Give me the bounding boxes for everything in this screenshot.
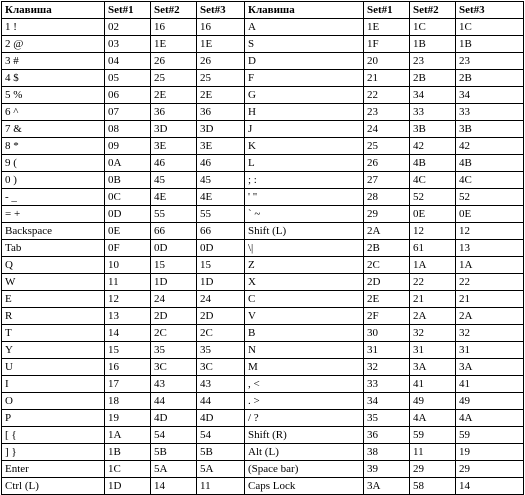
table-row (2, 274, 524, 291)
table-row (2, 376, 524, 393)
cell-set3-2: 34 (456, 87, 524, 104)
header-set3-2: Set#3 (456, 2, 524, 19)
cell-set2-2: 4A (410, 410, 456, 427)
cell-key-2: . > (245, 393, 364, 410)
cell-key-1: P (2, 410, 105, 427)
cell-key-2: G (245, 87, 364, 104)
cell-set1-2: 38 (364, 444, 410, 461)
cell-set1-2: 32 (364, 359, 410, 376)
cell-set2-2: 1C (410, 19, 456, 36)
cell-set1-2: 23 (364, 104, 410, 121)
cell-set2-1: 44 (151, 393, 197, 410)
cell-key-1: = + (2, 206, 105, 223)
cell-set1-1: 05 (105, 70, 151, 87)
cell-key-1: T (2, 325, 105, 342)
cell-set2-1: 14 (151, 478, 197, 495)
cell-key-1: [ { (2, 427, 105, 444)
cell-set2-2: 11 (410, 444, 456, 461)
cell-key-1: Y (2, 342, 105, 359)
cell-set3-1: 44 (197, 393, 245, 410)
header-set3-1: Set#3 (197, 2, 245, 19)
table-row (2, 19, 524, 36)
cell-key-1: Ctrl (L) (2, 478, 105, 495)
cell-set2-2: 42 (410, 138, 456, 155)
cell-set1-2: 2A (364, 223, 410, 240)
cell-set1-2: 3A (364, 478, 410, 495)
cell-set1-2: 29 (364, 206, 410, 223)
table-row (2, 308, 524, 325)
cell-set1-2: 35 (364, 410, 410, 427)
cell-set2-1: 66 (151, 223, 197, 240)
cell-key-1: I (2, 376, 105, 393)
table-body (2, 19, 524, 495)
cell-key-1: 7 & (2, 121, 105, 138)
cell-set3-2: 3A (456, 359, 524, 376)
cell-key-2: M (245, 359, 364, 376)
cell-set1-2: 39 (364, 461, 410, 478)
table-row (2, 461, 524, 478)
table-row (2, 53, 524, 70)
cell-key-2: L (245, 155, 364, 172)
cell-key-2: Shift (R) (245, 427, 364, 444)
cell-key-2: Shift (L) (245, 223, 364, 240)
cell-key-2: ` ~ (245, 206, 364, 223)
cell-set2-1: 26 (151, 53, 197, 70)
cell-set2-1: 46 (151, 155, 197, 172)
cell-set1-2: 2C (364, 257, 410, 274)
cell-set1-1: 06 (105, 87, 151, 104)
cell-set3-1: 1E (197, 36, 245, 53)
cell-set2-1: 24 (151, 291, 197, 308)
cell-key-2: B (245, 325, 364, 342)
cell-set3-2: 19 (456, 444, 524, 461)
cell-key-1: - _ (2, 189, 105, 206)
cell-key-1: 0 ) (2, 172, 105, 189)
cell-key-2: H (245, 104, 364, 121)
cell-set2-1: 2D (151, 308, 197, 325)
cell-key-2: Z (245, 257, 364, 274)
cell-key-1: 6 ^ (2, 104, 105, 121)
cell-set1-2: 34 (364, 393, 410, 410)
table-row (2, 427, 524, 444)
cell-set2-2: 2A (410, 308, 456, 325)
cell-set3-1: 15 (197, 257, 245, 274)
cell-key-2: S (245, 36, 364, 53)
table-row (2, 359, 524, 376)
cell-set3-1: 5B (197, 444, 245, 461)
table-row (2, 172, 524, 189)
table-row (2, 121, 524, 138)
cell-set3-1: 0D (197, 240, 245, 257)
cell-set3-1: 3D (197, 121, 245, 138)
cell-set1-1: 08 (105, 121, 151, 138)
cell-set3-1: 5A (197, 461, 245, 478)
cell-set3-2: 13 (456, 240, 524, 257)
cell-set1-1: 0D (105, 206, 151, 223)
cell-set2-1: 2E (151, 87, 197, 104)
cell-set1-1: 1B (105, 444, 151, 461)
cell-set3-1: 26 (197, 53, 245, 70)
cell-set3-1: 2E (197, 87, 245, 104)
cell-set3-1: 66 (197, 223, 245, 240)
cell-key-2: X (245, 274, 364, 291)
cell-key-1: 4 $ (2, 70, 105, 87)
cell-set1-1: 0F (105, 240, 151, 257)
table-row (2, 189, 524, 206)
cell-set2-2: 61 (410, 240, 456, 257)
cell-set2-1: 1E (151, 36, 197, 53)
cell-set2-1: 36 (151, 104, 197, 121)
cell-set2-2: 21 (410, 291, 456, 308)
cell-set2-2: 12 (410, 223, 456, 240)
cell-key-2: N (245, 342, 364, 359)
cell-set2-2: 4C (410, 172, 456, 189)
cell-key-2: J (245, 121, 364, 138)
table-row (2, 325, 524, 342)
cell-set1-1: 12 (105, 291, 151, 308)
cell-key-2: D (245, 53, 364, 70)
cell-set3-2: 21 (456, 291, 524, 308)
cell-set2-1: 3C (151, 359, 197, 376)
cell-set3-2: 0E (456, 206, 524, 223)
cell-set1-2: 2F (364, 308, 410, 325)
cell-key-1: W (2, 274, 105, 291)
cell-key-2: K (245, 138, 364, 155)
cell-set2-2: 3B (410, 121, 456, 138)
cell-set2-2: 1B (410, 36, 456, 53)
cell-key-2: V (245, 308, 364, 325)
cell-set2-2: 0E (410, 206, 456, 223)
cell-set1-2: 21 (364, 70, 410, 87)
cell-set2-2: 59 (410, 427, 456, 444)
cell-key-2: (Space bar) (245, 461, 364, 478)
cell-key-1: E (2, 291, 105, 308)
cell-set1-1: 03 (105, 36, 151, 53)
cell-key-1: Tab (2, 240, 105, 257)
cell-set3-1: 54 (197, 427, 245, 444)
cell-set3-2: 31 (456, 342, 524, 359)
cell-set3-2: 14 (456, 478, 524, 495)
cell-set3-2: 4B (456, 155, 524, 172)
cell-set1-2: 1F (364, 36, 410, 53)
cell-set2-1: 0D (151, 240, 197, 257)
cell-key-2: ; : (245, 172, 364, 189)
cell-set1-1: 02 (105, 19, 151, 36)
cell-set3-1: 25 (197, 70, 245, 87)
cell-set3-2: 52 (456, 189, 524, 206)
cell-set1-1: 0A (105, 155, 151, 172)
cell-set1-1: 1C (105, 461, 151, 478)
cell-set1-2: 31 (364, 342, 410, 359)
cell-set3-2: 42 (456, 138, 524, 155)
cell-set2-1: 15 (151, 257, 197, 274)
cell-set1-1: 14 (105, 325, 151, 342)
table-row (2, 70, 524, 87)
cell-key-1: Enter (2, 461, 105, 478)
table-row (2, 206, 524, 223)
cell-set1-2: 30 (364, 325, 410, 342)
cell-set3-1: 46 (197, 155, 245, 172)
cell-set1-1: 0C (105, 189, 151, 206)
cell-key-1: R (2, 308, 105, 325)
cell-set2-2: 23 (410, 53, 456, 70)
table-row (2, 257, 524, 274)
cell-set1-2: 1E (364, 19, 410, 36)
header-key-1: Клавиша (2, 2, 105, 19)
table-row (2, 138, 524, 155)
cell-key-1: Backspace (2, 223, 105, 240)
cell-set1-1: 0E (105, 223, 151, 240)
cell-key-2: / ? (245, 410, 364, 427)
cell-set3-1: 36 (197, 104, 245, 121)
cell-key-2: C (245, 291, 364, 308)
cell-key-2: \| (245, 240, 364, 257)
cell-set3-2: 2A (456, 308, 524, 325)
cell-set3-2: 1B (456, 36, 524, 53)
table-row (2, 342, 524, 359)
cell-set2-1: 4E (151, 189, 197, 206)
cell-set1-1: 07 (105, 104, 151, 121)
header-set2-1: Set#2 (151, 2, 197, 19)
cell-set1-1: 11 (105, 274, 151, 291)
cell-set3-1: 11 (197, 478, 245, 495)
cell-set1-1: 17 (105, 376, 151, 393)
table-row (2, 223, 524, 240)
cell-set2-1: 5B (151, 444, 197, 461)
header-set2-2: Set#2 (410, 2, 456, 19)
cell-set3-2: 41 (456, 376, 524, 393)
cell-set2-1: 3E (151, 138, 197, 155)
cell-set3-1: 3E (197, 138, 245, 155)
cell-set3-2: 29 (456, 461, 524, 478)
cell-set2-2: 31 (410, 342, 456, 359)
header-set1-2: Set#1 (364, 2, 410, 19)
cell-set3-2: 1C (456, 19, 524, 36)
cell-key-2: Caps Lock (245, 478, 364, 495)
cell-key-2: ' " (245, 189, 364, 206)
cell-set3-1: 2D (197, 308, 245, 325)
cell-set2-1: 4D (151, 410, 197, 427)
cell-key-1: 1 ! (2, 19, 105, 36)
cell-key-1: 3 # (2, 53, 105, 70)
cell-set2-2: 22 (410, 274, 456, 291)
cell-set1-2: 28 (364, 189, 410, 206)
cell-set1-2: 2D (364, 274, 410, 291)
header-key-2: Клавиша (245, 2, 364, 19)
table-row (2, 478, 524, 495)
cell-set3-1: 43 (197, 376, 245, 393)
cell-set1-2: 2E (364, 291, 410, 308)
cell-set1-2: 2B (364, 240, 410, 257)
cell-set2-2: 58 (410, 478, 456, 495)
cell-set2-2: 52 (410, 189, 456, 206)
cell-set2-1: 45 (151, 172, 197, 189)
cell-key-2: F (245, 70, 364, 87)
cell-set2-1: 3D (151, 121, 197, 138)
table-row (2, 444, 524, 461)
cell-set1-1: 09 (105, 138, 151, 155)
scancode-table (1, 1, 524, 495)
cell-set1-2: 25 (364, 138, 410, 155)
table-row (2, 291, 524, 308)
cell-set1-1: 0B (105, 172, 151, 189)
table-row (2, 393, 524, 410)
table-row (2, 36, 524, 53)
cell-set2-1: 43 (151, 376, 197, 393)
cell-set1-1: 1D (105, 478, 151, 495)
cell-key-1: O (2, 393, 105, 410)
header-row (2, 2, 524, 19)
cell-set3-2: 3B (456, 121, 524, 138)
cell-set1-1: 15 (105, 342, 151, 359)
cell-set3-2: 59 (456, 427, 524, 444)
cell-set2-1: 5A (151, 461, 197, 478)
cell-key-1: ] } (2, 444, 105, 461)
cell-set3-1: 45 (197, 172, 245, 189)
cell-set1-1: 18 (105, 393, 151, 410)
cell-set2-2: 1A (410, 257, 456, 274)
cell-set1-2: 27 (364, 172, 410, 189)
cell-set2-2: 2B (410, 70, 456, 87)
cell-set1-1: 16 (105, 359, 151, 376)
cell-set3-2: 12 (456, 223, 524, 240)
cell-set2-2: 41 (410, 376, 456, 393)
cell-set3-2: 33 (456, 104, 524, 121)
cell-set1-2: 24 (364, 121, 410, 138)
cell-set1-1: 13 (105, 308, 151, 325)
cell-set1-2: 33 (364, 376, 410, 393)
cell-set3-1: 16 (197, 19, 245, 36)
cell-set3-2: 32 (456, 325, 524, 342)
table-row (2, 155, 524, 172)
cell-set2-1: 16 (151, 19, 197, 36)
cell-set3-2: 49 (456, 393, 524, 410)
cell-set3-2: 23 (456, 53, 524, 70)
cell-set2-2: 33 (410, 104, 456, 121)
cell-set3-2: 4C (456, 172, 524, 189)
cell-set2-1: 55 (151, 206, 197, 223)
cell-set2-1: 35 (151, 342, 197, 359)
cell-set1-1: 19 (105, 410, 151, 427)
cell-set2-2: 3A (410, 359, 456, 376)
cell-set2-2: 4B (410, 155, 456, 172)
cell-set2-2: 29 (410, 461, 456, 478)
cell-set2-1: 25 (151, 70, 197, 87)
cell-set3-2: 22 (456, 274, 524, 291)
cell-set3-2: 1A (456, 257, 524, 274)
cell-set1-1: 04 (105, 53, 151, 70)
table-row (2, 104, 524, 121)
cell-set1-2: 22 (364, 87, 410, 104)
cell-set1-1: 10 (105, 257, 151, 274)
cell-set2-2: 49 (410, 393, 456, 410)
cell-key-1: 5 % (2, 87, 105, 104)
cell-key-1: U (2, 359, 105, 376)
table-row (2, 410, 524, 427)
cell-set3-1: 3C (197, 359, 245, 376)
cell-set3-2: 4A (456, 410, 524, 427)
table-row (2, 87, 524, 104)
cell-set3-1: 55 (197, 206, 245, 223)
cell-key-2: , < (245, 376, 364, 393)
cell-set3-2: 2B (456, 70, 524, 87)
cell-key-2: Alt (L) (245, 444, 364, 461)
cell-set1-1: 1A (105, 427, 151, 444)
cell-key-1: 8 * (2, 138, 105, 155)
cell-set1-2: 36 (364, 427, 410, 444)
cell-set2-2: 32 (410, 325, 456, 342)
cell-set3-1: 35 (197, 342, 245, 359)
cell-key-2: A (245, 19, 364, 36)
cell-key-1: Q (2, 257, 105, 274)
cell-set3-1: 2C (197, 325, 245, 342)
cell-set2-1: 1D (151, 274, 197, 291)
table-row (2, 240, 524, 257)
cell-key-1: 9 ( (2, 155, 105, 172)
cell-set3-1: 24 (197, 291, 245, 308)
cell-set3-1: 4E (197, 189, 245, 206)
header-set1-1: Set#1 (105, 2, 151, 19)
cell-set3-1: 4D (197, 410, 245, 427)
cell-set2-2: 34 (410, 87, 456, 104)
cell-set1-2: 20 (364, 53, 410, 70)
cell-set1-2: 26 (364, 155, 410, 172)
cell-set3-1: 1D (197, 274, 245, 291)
cell-key-1: 2 @ (2, 36, 105, 53)
cell-set2-1: 2C (151, 325, 197, 342)
cell-set2-1: 54 (151, 427, 197, 444)
